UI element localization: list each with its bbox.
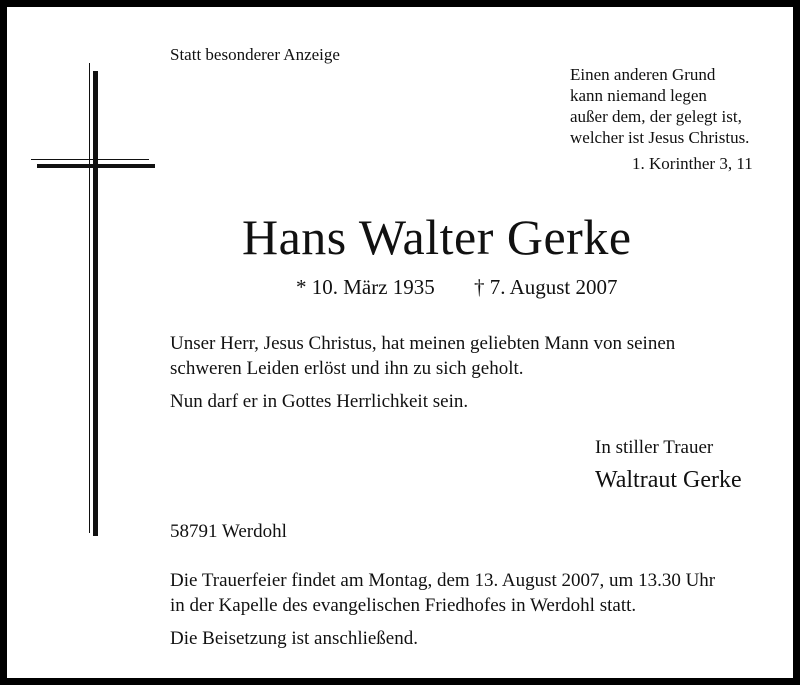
verse-line: kann niemand legen [570, 86, 707, 105]
mourner-name: Waltraut Gerke [595, 467, 742, 493]
location: 58791 Werdohl [170, 521, 287, 542]
bible-verse [570, 64, 749, 148]
funeral-line: Die Beisetzung ist anschließend. [170, 628, 418, 649]
death-date: † 7. August 2007 [474, 275, 618, 299]
message-line: schweren Leiden erlöst und ihn zu sich geholt. [170, 358, 524, 379]
deceased-name: Hans Walter Gerke [242, 209, 632, 265]
verse-line: welcher ist Jesus Christus. [570, 128, 750, 147]
funeral-line: in der Kapelle des evangelischen Friedhofes in Werdohl statt. [170, 595, 637, 616]
verse-line: Einen anderen Grund [570, 65, 716, 84]
funeral-line: Die Trauerfeier findet am Montag, dem 13. August 2007, um 13.30 Uhr [170, 570, 716, 591]
mourning-label: In stiller Trauer [595, 437, 714, 458]
header-text: Statt besonderer Anzeige [170, 45, 340, 64]
message-line: Nun darf er in Gottes Herrlichkeit sein. [170, 391, 469, 412]
birth-date: * 10. März 1935 [296, 275, 435, 299]
verse-line: außer dem, der gelegt ist, [570, 107, 742, 126]
verse-reference: 1. Korinther 3, 11 [632, 154, 753, 173]
message-line: Unser Herr, Jesus Christus, hat meinen geliebten Mann von seinen [170, 333, 676, 354]
